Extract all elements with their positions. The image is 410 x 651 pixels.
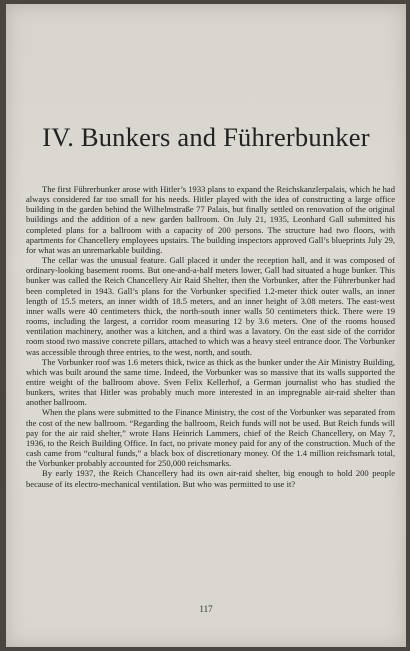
- paragraph: When the plans were submitted to the Finance Ministry, the cost of the Vorbunker was separated from the cost of the new ballroom. “Regarding the ballroom, Reich funds will not be used. But Reich funds will pay for the air raid shelter,” wrote Hans Heinrich Lammers, chief of the Reich Chancellery, on May 7, 1936, to the Reich Building Office. In fact, no private money paid for any of the construction. Much of the cash came from “cultural funds,” a black box of discretionary money. Of the 1.4 million reichsmark total, the Vorbunker probably accounted for 250,000 reichsmarks.: [26, 407, 395, 469]
- book-page: [6, 4, 406, 647]
- paragraph: By early 1937, the Reich Chancellery had its own air-raid shelter, big enough to hold 200 people because of its electro-mechanical ventilation. But who was permitted to use it?: [26, 468, 395, 489]
- paragraph: The first Führerbunker arose with Hitler’s 1933 plans to expand the Reichskanzlerpalais, which he had always considered far too small for his needs. Hitler played with the idea of constructing a large office building in the garden behind the Wilhelmstraße 77 Palais, but finally settled on renovation of the original buildings and the addition of a new garden ballroom. On July 21, 1935, Leonhard Gall submitted his completed plans for a ballroom with a capacity of 200 persons. The structure had two floors, with apartments for Chancellery employees upstairs. The building inspectors approved Gall’s blueprints July 29, for what was an unremarkable building.: [26, 184, 395, 255]
- body-text: [26, 184, 395, 489]
- page-number: 117: [199, 604, 213, 614]
- chapter-title: IV. Bunkers and Führerbunker: [42, 122, 370, 152]
- paragraph: The Vorbunker roof was 1.6 meters thick, twice as thick as the bunker under the Air Ministry Building, which was built around the same time. Indeed, the Vorbunker was so massive that its walls supported the entire weight of the ballroom above. Sven Felix Kellerhof, a German journalist who has studied the bunkers, writes that Hitler was probably much more interested in an impregnable air-raid shelter than another ballroom.: [26, 356, 395, 408]
- paragraph: The cellar was the unusual feature. Gall placed it under the reception hall, and it was composed of ordinary-looking basement rooms. But one-and-a-half meters lower, Gall had situated a huge bunker. This bunker was called the Reich Chancellery Air Raid Shelter, then the Vorbunker, after the Führerbunker had been completed in 1943. Gall’s plans for the Vorbunker specified 1.2-meter thick outer walls, an inner length of 15.5 meters, an inner width of 18.5 meters, and an inner height of 3.08 meters. The east-west inner walls were 40 centimeters thick, the north-south inner walls 50 centimeters thick. There were 19 rooms, including the largest, a corridor room measuring 12 by 3.6 meters. One of the rooms housed ventilation machinery, another was a kitchen, and a third was a lavatory. On the east side of the corridor room stood two massive concrete pillars, attached to which was a heavy steel entrance door. The Vorbunker was accessible through three entries, to the west, north, and south.: [26, 255, 395, 357]
